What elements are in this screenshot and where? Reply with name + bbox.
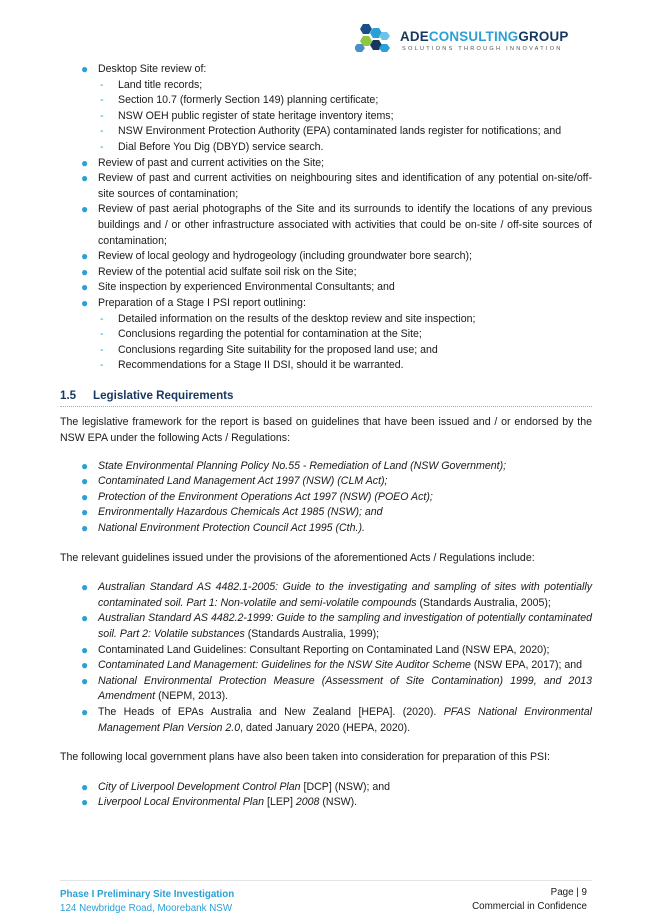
sub-list-item: - Conclusions regarding the potential for contamination at the Site; [100,328,422,341]
company-logo [355,22,605,58]
sub-list-item: - Dial Before You Dig (DBYD) service search. [100,140,324,153]
list-item: ● Review of past and current activities on the Site; [81,155,325,170]
list-item: ● Review of past and current activities on neighbouring sites and identification of any potential on-site/off-site sources of contamination; [81,171,592,200]
list-item: ● Environmentally Hazardous Chemicals Act 1985 (NSW); and [81,505,383,520]
list-item: ● Australian Standard AS 4482.2-1999: Guide to the sampling and investigation of potentially contaminated soil. Part 2: Volatile substances (Standards Australia, 1999); [81,611,592,640]
section-heading [60,388,592,408]
acts-list [60,459,592,537]
logo-wordmark: ADECONSULTINGGROUP [400,29,569,44]
list-item: ● Contaminated Land Management: Guidelines for the NSW Site Auditor Scheme (NSW EPA, 2017); and [81,658,583,673]
list-item: ● Contaminated Land Guidelines: Consultant Reporting on Contaminated Land (NSW EPA, 2020); [81,642,550,657]
sub-list-item: - Conclusions regarding Site suitability for the proposed land use; and [100,343,438,356]
paragraph-guidelines-intro: The relevant guidelines issued under the provisions of the aforementioned Acts / Regulations include: [60,551,535,564]
list-item: ● State Environmental Planning Policy No.55 - Remediation of Land (NSW Government); [81,458,507,473]
footer-address: 124 Newbridge Road, Moorebank NSW [60,903,233,914]
list-item: ● Liverpool Local Environmental Plan [LEP] 2008 (NSW). [81,795,358,810]
sub-list-item: - Detailed information on the results of the desktop review and site inspection; [100,312,476,325]
section-title: Legislative Requirements [93,388,234,402]
list-item: ● Desktop Site review of: [81,62,207,76]
footer-left [60,888,234,916]
footer-divider [60,880,592,881]
confidentiality-label: Commercial in Confidence [472,901,587,912]
list-item: ● National Environment Protection Council Act 1995 (Cth.). [81,521,365,536]
list-item: ● Australian Standard AS 4482.1-2005: Guide to the investigating and sampling of sites with potentially contaminated soil. Part 1: Non-volatile and semi-volatile compounds (Standards Australia, 2005); [81,580,592,609]
sub-list-item: - Recommendations for a Stage II DSI, should it be warranted. [100,359,404,372]
page-content [60,62,592,811]
list-item: ● City of Liverpool Development Control Plan [DCP] (NSW); and [81,779,391,794]
list-item: ● Preparation of a Stage I PSI report outlining: [81,295,306,310]
list-item: ● Review of local geology and hydrogeology (including groundwater bore search); [81,249,472,264]
footer-report-title: Phase I Preliminary Site Investigation [60,889,235,900]
sub-list-item: - Land title records; [100,78,203,91]
list-item: ● The Heads of EPAs Australia and New Zealand [HEPA]. (2020). PFAS National Environmental Management Plan Version 2.0, dated January 2020 (HEPA, 2020). [81,704,592,734]
list-item: ● Protection of the Environment Operations Act 1997 (NSW) (POEO Act); [81,489,433,504]
hexagon-cluster-icon [355,22,395,56]
list-item: ● Site inspection by experienced Environmental Consultants; and [81,280,395,295]
sub-list-item: - NSW OEH public register of state heritage inventory items; [100,109,394,122]
list-item: ● National Environmental Protection Measure (Assessment of Site Contamination) 1999, and 2013 Amendment (NEPM, 2013). [81,673,592,703]
sub-list-item: - NSW Environment Protection Authority (EPA) contaminated lands register for notifications; and [100,125,562,138]
paragraph-local-intro: The following local government plans have also been taken into consideration for preparation of this PSI: [60,751,550,764]
section-number: 1.5 [60,388,77,402]
list-item: ● Contaminated Land Management Act 1997 (NSW) (CLM Act); [81,474,388,489]
list-item: ● Review of the potential acid sulfate soil risk on the Site; [81,264,357,279]
paragraph-intro: The legislative framework for the report is based on guidelines that have been issued and / or endorsed by the NSW EPA under the following Acts / Regulations: [60,416,592,445]
logo-tagline: SOLUTIONS THROUGH INNOVATION [402,46,563,52]
scope-list [60,62,592,374]
local-plans-list [60,780,592,811]
guidelines-list [60,580,592,736]
sub-list-item: - Section 10.7 (formerly Section 149) planning certificate; [100,94,379,107]
footer-right [472,886,587,914]
bullet-icon: ● [81,62,89,76]
list-item: ● Review of past aerial photographs of the Site and its surrounds to identify the locations of any previous buildings and / or other infrastructure associated with activities that could be on-site / off-site sources of contamination; [81,202,592,247]
page-number: Page | 9 [550,887,587,898]
